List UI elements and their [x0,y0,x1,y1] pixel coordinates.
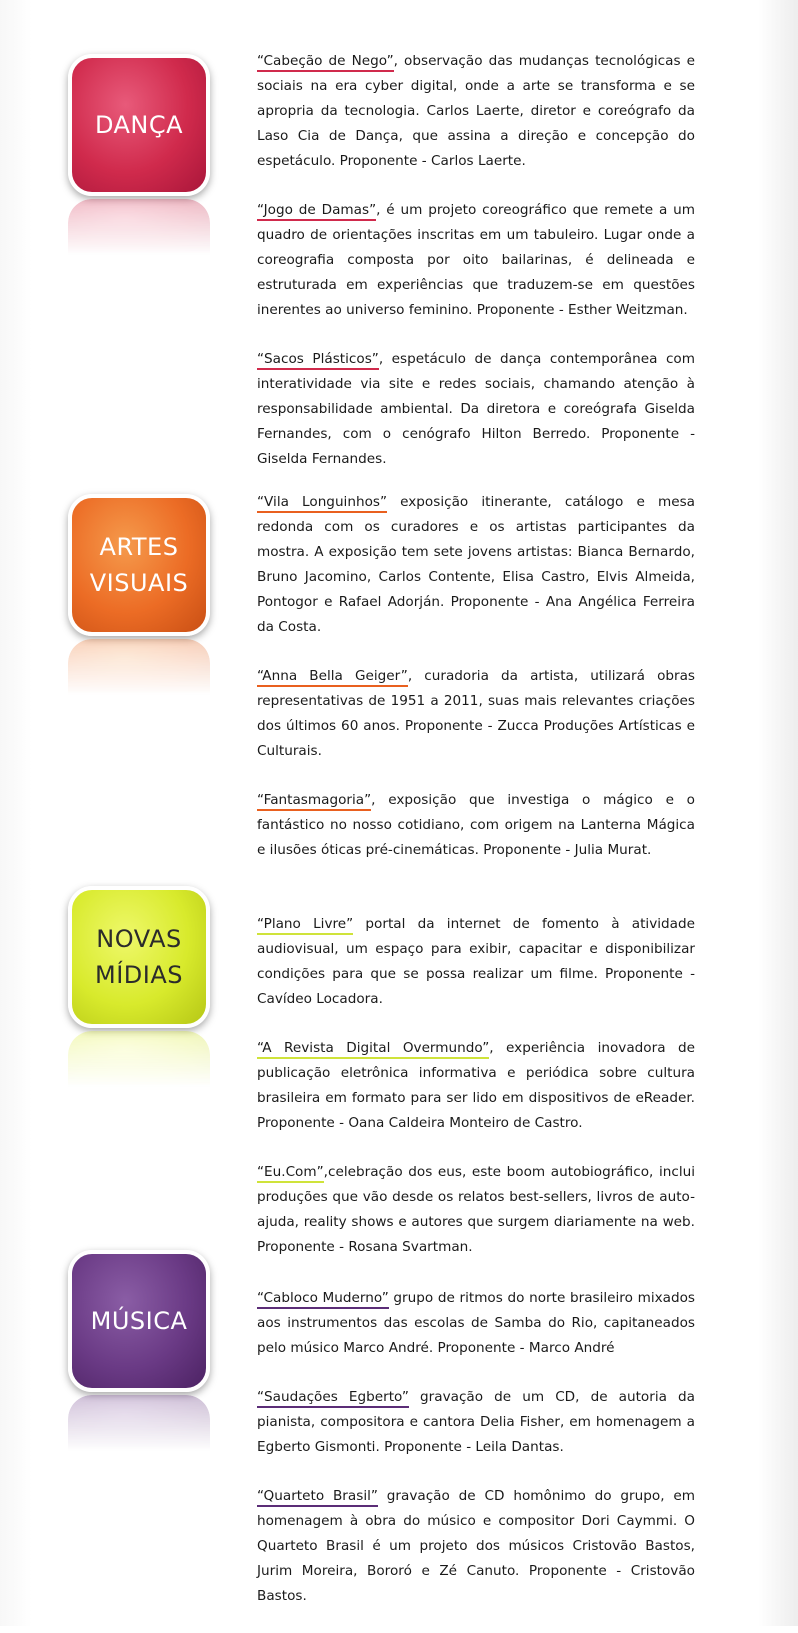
project-entry [257,1286,695,1361]
project-title: “Sacos Plásticos” [257,351,379,370]
badge-label: VISUAIS [89,569,189,597]
project-title: “Jogo de Damas” [257,202,376,221]
project-title: “Eu.Com” [257,1164,324,1183]
project-entry [257,788,695,863]
project-description: , experiência inovadora de publicação eletrônica informativa e periódica sobre cultura brasileira em formato para ser lido em dispositivos de eReader. Proponente - Oana Caldeira Monteiro de Castro. [257,1040,695,1131]
project-entry [257,490,695,640]
project-description: gravação de CD homônimo do grupo, em homenagem à obra do músico e compositor Dori Caymmi. O Quarteto Brasil é um projeto dos músicos Cristovão Bastos, Jurim Moreira, Bororó e Zé Canuto. Proponente - Cristovão Bastos. [257,1488,695,1604]
artes-visuais-section [257,490,695,887]
badge-label: MÚSICA [90,1307,188,1335]
badge-reflection [68,1031,210,1087]
project-entry [257,198,695,323]
project-title: “Plano Livre” [257,916,353,935]
badge-reflection [68,199,210,255]
project-entry [257,1385,695,1460]
project-entry [257,664,695,764]
project-description: , é um projeto coreográfico que remete a um quadro de orientações inscritas em um tabuleiro. Lugar onde a coreografia composta por oito bailarinas, é delineada e estruturada em experiências que traduzem-se em questões inerentes ao universo feminino. Proponente - Esther Weitzman. [257,202,695,318]
danca-badge [68,54,210,196]
project-title: “Fantasmagoria” [257,792,371,811]
project-entry [257,347,695,472]
project-entry [257,49,695,174]
badge-label: NOVAS [96,925,182,953]
badge-reflection [68,639,210,695]
project-description: , observação das mudanças tecnológicas e sociais na era cyber digital, onde a arte se transforma e se apropria da tecnologia. Carlos Laerte, diretor e coreógrafo da Laso Cia de Dança, que assina a direção e concepção do espetáculo. Proponente - Carlos Laerte. [257,53,695,169]
musica-section [257,1286,695,1633]
musica-badge-group [68,1250,210,1451]
musica-badge [68,1250,210,1392]
danca-section [257,49,695,496]
badge-label: ARTES [99,533,179,561]
project-entry [257,912,695,1012]
project-description: grupo de ritmos do norte brasileiro mixados aos instrumentos das escolas de Samba do Rio, capitaneados pelo músico Marco André. Proponente - Marco André [257,1290,695,1356]
novas-midias-badge-group [68,886,210,1087]
badge-label: MÍDIAS [95,961,183,989]
project-title: “Anna Bella Geiger” [257,668,408,687]
project-entry [257,1160,695,1260]
project-description: , curadoria da artista, utilizará obras representativas de 1951 a 2011, suas mais relevantes criações dos últimos 60 anos. Proponente - Zucca Produções Artísticas e Culturais. [257,668,696,759]
project-title: “Vila Longuinhos” [257,494,387,513]
project-entry [257,1484,695,1609]
project-description: ,celebração dos eus, este boom autobiográfico, inclui produções que vão desde os relatos best-sellers, livros de auto-ajuda, reality shows e autores que surgem diariamente na web. Proponente - Rosana Svartman. [257,1164,695,1255]
project-description: exposição itinerante, catálogo e mesa redonda com os curadores e os artistas participantes da mostra. A exposição tem sete jovens artistas: Bianca Bernardo, Bruno Jacomino, Carlos Contente, Elisa Castro, Elvis Almeida, Pontogor e Rafael Adorján. Proponente - Ana Angélica Ferreira da Costa. [257,494,695,635]
project-description: gravação de um CD, de autoria da pianista, compositora e cantora Delia Fisher, em homenagem a Egberto Gismonti. Proponente - Leila Dantas. [257,1389,695,1455]
artes-visuais-badge [68,494,210,636]
novas-midias-section [257,912,695,1284]
project-entry [257,1036,695,1136]
project-title: “Cabloco Muderno” [257,1290,389,1309]
project-description: , espetáculo de dança contemporânea com interatividade via site e redes sociais, chamando atenção à responsabilidade ambiental. Da diretora e coreógrafa Giselda Fernandes, com o cenógrafo Hilton Berredo. Proponente - Giselda Fernandes. [257,351,695,467]
badge-label: DANÇA [94,111,184,139]
project-description: , exposição que investiga o mágico e o fantástico no nosso cotidiano, com origem na Lanterna Mágica e ilusões óticas pré-cinemáticas. Proponente - Julia Murat. [257,792,695,858]
project-description: portal da internet de fomento à atividade audiovisual, um espaço para exibir, capacitar e disponibilizar condições para que se possa realizar um filme. Proponente - Cavídeo Locadora. [257,916,695,1007]
badge-reflection [68,1395,210,1451]
project-title: “Cabeção de Nego” [257,53,394,72]
novas-midias-badge [68,886,210,1028]
project-title: “A Revista Digital Overmundo” [257,1040,489,1059]
project-title: “Saudações Egberto” [257,1389,409,1408]
danca-badge-group [68,54,210,255]
artes-visuais-badge-group [68,494,210,695]
project-title: “Quarteto Brasil” [257,1488,378,1507]
